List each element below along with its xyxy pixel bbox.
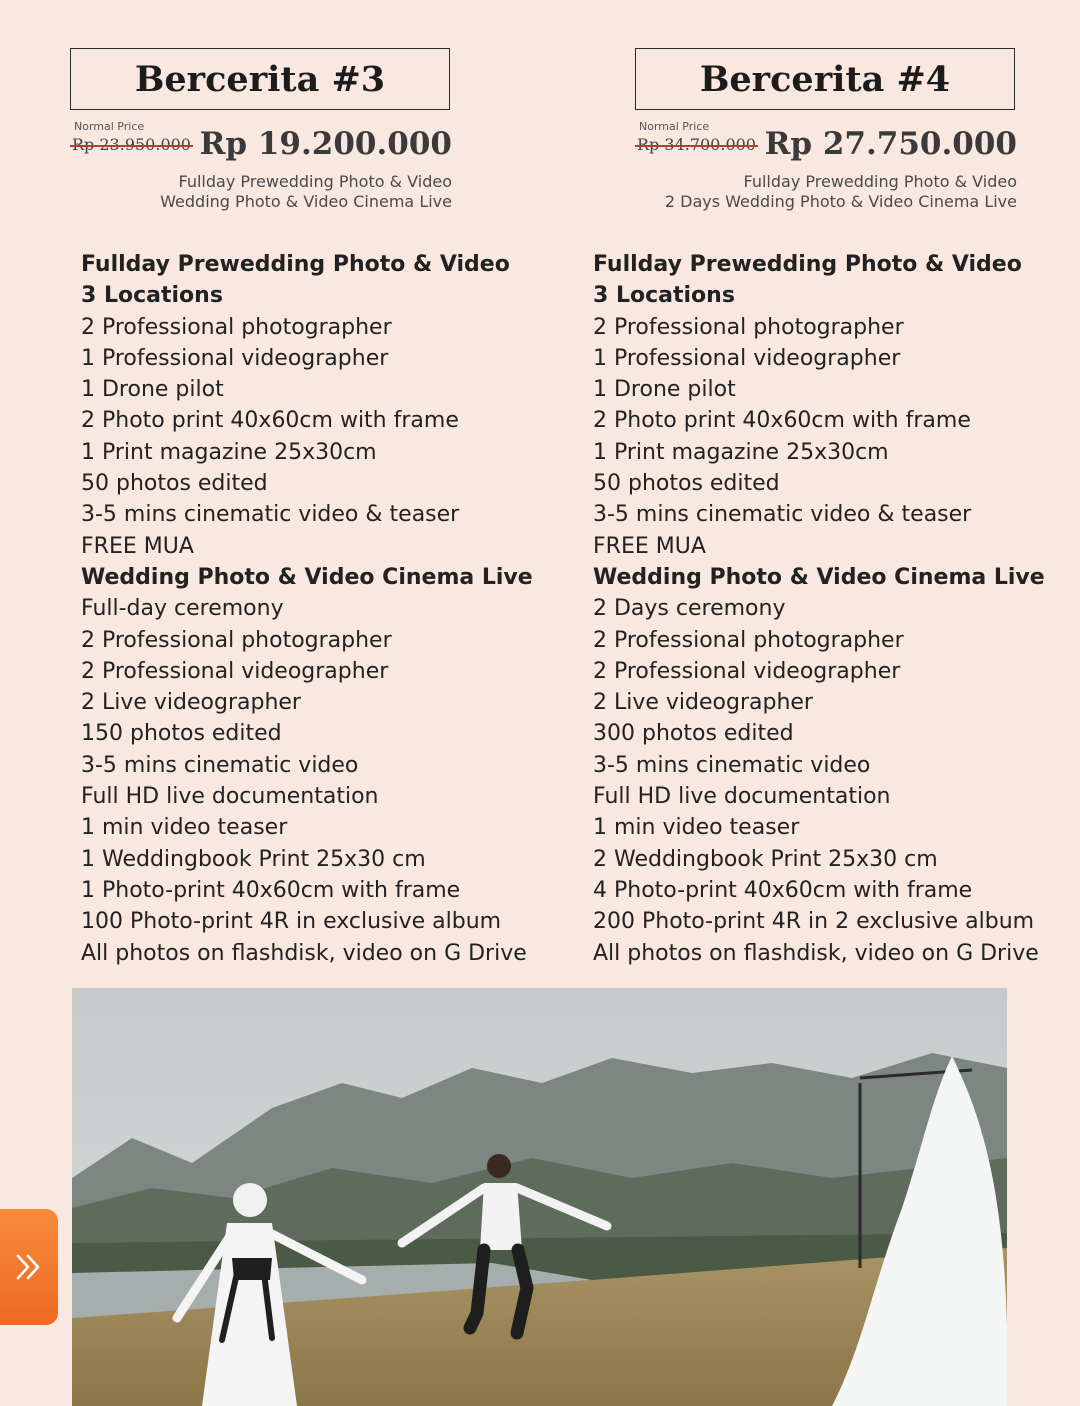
feature-item: 2 Professional photographer: [81, 314, 392, 340]
feature-item: 2 Live videographer: [81, 690, 301, 716]
feature-item: 1 Professional videographer: [81, 345, 389, 371]
feature-item: FREE MUA: [593, 533, 706, 559]
normal-price-strikethrough: Rp 23.950.000: [72, 135, 191, 154]
feature-item: 2 Professional photographer: [593, 627, 904, 653]
normal-price-label: Normal Price: [639, 120, 710, 133]
package-subtitle-1: Fullday Prewedding Photo & Video: [743, 172, 1017, 191]
package-subtitle-1: Fullday Prewedding Photo & Video: [178, 172, 452, 191]
feature-item: 2 Professional videographer: [593, 658, 901, 684]
feature-item: 300 photos edited: [593, 721, 794, 747]
feature-item: 2 Weddingbook Print 25x30 cm: [593, 846, 938, 872]
photo-illustration: [72, 988, 1007, 1406]
discount-price: Rp 19.200.000: [199, 126, 452, 162]
feature-item: 50 photos edited: [81, 471, 268, 497]
normal-price-strikethrough: Rp 34.700.000: [637, 135, 756, 154]
feature-item: 3-5 mins cinematic video: [593, 752, 871, 778]
feature-item: 2 Professional photographer: [81, 627, 392, 653]
double-chevron-right-icon: [15, 1252, 43, 1282]
normal-price-label: Normal Price: [74, 120, 145, 133]
discount-price: Rp 27.750.000: [764, 126, 1017, 162]
feature-item: 1 Drone pilot: [81, 377, 224, 403]
feature-item: 2 Photo print 40x60cm with frame: [593, 408, 971, 434]
feature-item: 2 Professional videographer: [81, 658, 389, 684]
feature-item: 200 Photo-print 4R in 2 exclusive album: [593, 909, 1035, 935]
feature-list-bercerita-3: [81, 249, 533, 969]
feature-section-heading: Fullday Prewedding Photo & Video: [593, 252, 1022, 277]
feature-item: FREE MUA: [81, 533, 194, 559]
package-title: Bercerita #4: [635, 48, 1015, 110]
feature-item: Full-day ceremony: [81, 596, 284, 622]
feature-section-heading: Fullday Prewedding Photo & Video: [81, 252, 510, 277]
feature-item: 1 Photo-print 40x60cm with frame: [81, 877, 461, 903]
feature-item: 3-5 mins cinematic video & teaser: [593, 502, 972, 528]
package-card-bercerita-4: [635, 0, 1015, 220]
feature-item: 1 min video teaser: [81, 815, 288, 841]
feature-section-heading: 3 Locations: [81, 283, 223, 309]
package-card-bercerita-3: [70, 0, 450, 220]
feature-list-bercerita-4: [593, 249, 1045, 969]
feature-item: 3-5 mins cinematic video: [81, 752, 359, 778]
feature-item: 2 Live videographer: [593, 690, 813, 716]
feature-item: 2 Photo print 40x60cm with frame: [81, 408, 459, 434]
next-page-button[interactable]: [0, 1209, 58, 1325]
feature-item: 3-5 mins cinematic video & teaser: [81, 502, 460, 528]
feature-item: All photos on flashdisk, video on G Drive: [81, 940, 527, 966]
feature-item: 1 Drone pilot: [593, 377, 736, 403]
package-subtitle-2: 2 Days Wedding Photo & Video Cinema Live: [664, 192, 1017, 211]
feature-item: 100 Photo-print 4R in exclusive album: [81, 909, 502, 935]
feature-section-heading: Wedding Photo & Video Cinema Live: [81, 564, 533, 590]
feature-item: 4 Photo-print 40x60cm with frame: [593, 877, 973, 903]
feature-item: 1 min video teaser: [593, 815, 800, 841]
feature-item: 1 Weddingbook Print 25x30 cm: [81, 846, 426, 872]
feature-section-heading: 3 Locations: [593, 283, 735, 309]
feature-item: 150 photos edited: [81, 721, 282, 747]
feature-item: 2 Professional photographer: [593, 314, 904, 340]
feature-item: All photos on flashdisk, video on G Drive: [593, 940, 1039, 966]
feature-item: 1 Professional videographer: [593, 345, 901, 371]
feature-item: 50 photos edited: [593, 471, 780, 497]
prewedding-photo: [72, 988, 1007, 1406]
feature-item: 2 Days ceremony: [593, 596, 786, 622]
feature-item: 1 Print magazine 25x30cm: [593, 439, 889, 465]
feature-section-heading: Wedding Photo & Video Cinema Live: [593, 564, 1045, 590]
feature-item: 1 Print magazine 25x30cm: [81, 439, 377, 465]
feature-item: Full HD live documentation: [593, 784, 891, 810]
package-subtitle-2: Wedding Photo & Video Cinema Live: [160, 192, 452, 211]
package-title: Bercerita #3: [70, 48, 450, 110]
feature-item: Full HD live documentation: [81, 784, 379, 810]
